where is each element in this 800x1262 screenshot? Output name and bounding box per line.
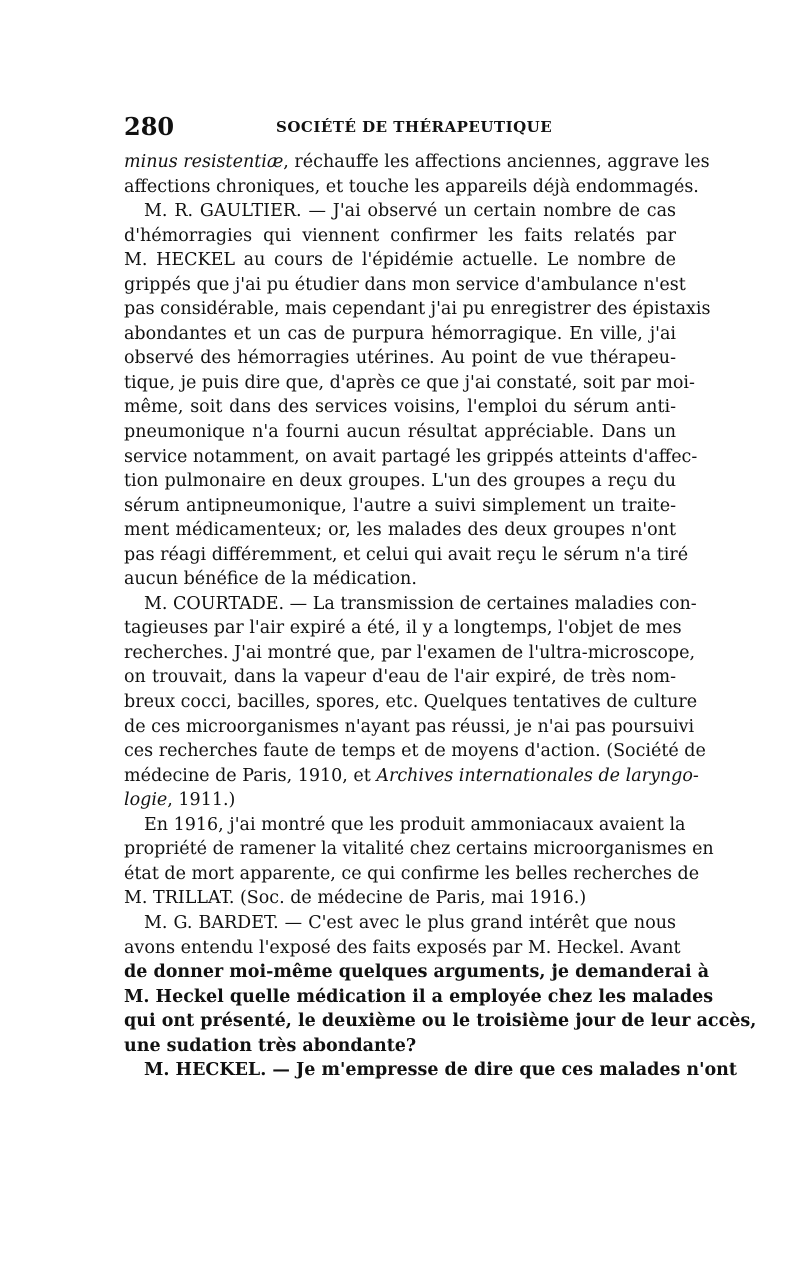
text-line: tique, je puis dire que, d'après ce que j'ai constaté, soit par moi- [124,372,695,393]
text-line: affections chroniques, et touche les appareils déjà endommagés. [124,176,699,197]
page-number: 280 [124,112,175,141]
text-line: ces recherches faute de temps et de moyens d'action. (Société de [124,741,706,762]
text-line: breux cocci, bacilles, spores, etc. Quelques tentatives de culture [124,692,698,713]
text-line: M. COURTADE. — La transmission de certaines maladies con- [144,593,697,614]
text-line: observé des hémorragies utérines. Au point de vue thérapeu- [124,348,676,369]
running-head: SOCIÉTÉ DE THÉRAPEUTIQUE [276,118,553,136]
text-line: grippés que j'ai pu étudier dans mon service d'ambulance n'est [124,274,686,295]
text-line: pas réagi différemment, et celui qui avait reçu le sérum n'a tiré [124,544,689,565]
page-header [124,112,676,142]
text-line: même, soit dans des services voisins, l'emploi du sérum anti- [124,397,676,418]
text-line: En 1916, j'ai montré que les produit ammoniacaux avaient la [144,814,686,835]
text-line: M. G. BARDET. — C'est avec le plus grand intérêt que nous [144,912,676,933]
text-line: M. R. GAULTIER. — J'ai observé un certain nombre de cas [144,201,676,222]
text-line: avons entendu l'exposé des faits exposés par M. Heckel. Avant [124,937,681,958]
text-line: propriété de ramener la vitalité chez certains microorganismes en [124,839,714,860]
text-line: pas considérable, mais cependant j'ai pu enregistrer des épistaxis [124,299,711,320]
text-line: M. HECKEL. — Je m'empresse de dire que ces malades n'ont [144,1060,737,1081]
text-line: M. TRILLAT. (Soc. de médecine de Paris, mai 1916.) [124,888,587,909]
text-line: on trouvait, dans la vapeur d'eau de l'air expiré, de très nom- [124,667,676,688]
text-line: tagieuses par l'air expiré a été, il y a longtemps, l'objet de mes [124,618,682,639]
text-line: recherches. J'ai montré que, par l'examen de l'ultra-microscope, [124,642,696,663]
text-line: de donner moi-même quelques arguments, je demanderai à [124,962,710,983]
text-line: état de mort apparente, ce qui confirme les belles recherches de [124,863,700,884]
text-line: service notamment, on avait partagé les grippés atteints d'affec- [124,446,698,467]
text-line: aucun bénéfice de la médication. [124,569,417,590]
text-line: une sudation très abondante? [124,1035,417,1056]
italic-text: minus resistentiæ [124,152,284,172]
text-line: abondantes et un cas de purpura hémorragique. En ville, j'ai [124,323,676,344]
text-line: tion pulmonaire en deux groupes. L'un des groupes a reçu du [124,471,676,492]
italic-text: logie [124,790,168,811]
body-text [124,150,757,1083]
text-line: minus resistentiæ, réchauffe les affections anciennes, aggrave les [124,152,710,172]
text-line: ment médicamenteux; or, les malades des deux groupes n'ont [124,520,676,541]
text-line: médecine de Paris, 1910, et Archives internationales de laryngo- [124,765,699,786]
text-line: M. Heckel quelle médication il a employée chez les malades [124,986,714,1007]
text-line: pneumonique n'a fourni aucun résultat appréciable. Dans un [124,422,676,443]
text-line: de ces microorganismes n'ayant pas réussi, je n'ai pas poursuivi [124,716,695,737]
text-line: M. HECKEL au cours de l'épidémie actuelle. Le nombre de [124,250,676,271]
text-line: d'hémorragies qui viennent confirmer les faits relatés par [124,225,676,246]
text-line: sérum antipneumonique, l'autre a suivi simplement un traite- [124,495,676,516]
text-line: qui ont présenté, le deuxième ou le troisième jour de leur accès, [124,1011,757,1032]
text-line: logie, 1911.) [124,790,236,811]
italic-text: Archives internationales de laryngo- [376,765,699,786]
